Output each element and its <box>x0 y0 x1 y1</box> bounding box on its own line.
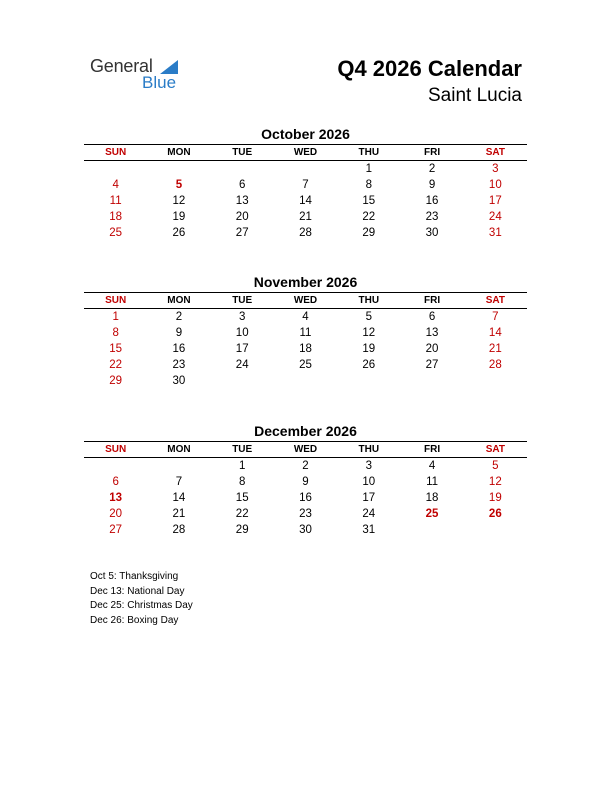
weekday-label: SUN <box>105 295 127 306</box>
day-cell: 7 <box>302 179 309 191</box>
weekday-label: MON <box>167 444 191 455</box>
weekday-label: WED <box>293 295 318 306</box>
day-cell: 19 <box>488 492 502 504</box>
logo-blue-text: Blue <box>142 73 177 92</box>
week-row <box>84 490 527 506</box>
day-cell: 26 <box>362 359 376 371</box>
country-name: Saint Lucia <box>427 85 522 106</box>
day-cell: 25 <box>299 359 312 371</box>
day-cell: 13 <box>235 195 249 207</box>
weekday-header-row <box>84 293 527 308</box>
day-cell: 7 <box>492 311 499 323</box>
week-row <box>84 506 527 522</box>
day-cell: 14 <box>299 195 312 207</box>
week-row <box>84 193 527 209</box>
day-cell: 25 <box>109 227 123 239</box>
day-cell: 22 <box>362 211 376 223</box>
day-cell <box>84 458 147 474</box>
day-cell: 8 <box>239 476 246 488</box>
week-row <box>84 225 527 241</box>
day-cell: 21 <box>172 508 186 520</box>
day-cell: 22 <box>235 508 249 520</box>
day-cell <box>274 373 337 389</box>
week-row <box>84 522 527 538</box>
day-cell: 30 <box>299 524 312 536</box>
day-cell: 17 <box>362 492 376 504</box>
day-cell: 31 <box>362 524 376 536</box>
day-cell: 14 <box>488 327 502 339</box>
day-cell <box>147 161 210 177</box>
day-cell: 18 <box>109 211 123 223</box>
day-cell: 8 <box>112 327 119 339</box>
weekday-label: FRI <box>423 147 441 158</box>
month-calendar <box>84 125 527 241</box>
day-cell: 3 <box>239 311 246 323</box>
day-cell <box>84 161 147 177</box>
day-cell <box>274 161 337 177</box>
week-row <box>84 474 527 490</box>
day-cell: 13 <box>425 327 439 339</box>
day-cell: 23 <box>425 211 439 223</box>
day-cell <box>464 522 527 538</box>
day-cell: 9 <box>175 327 183 339</box>
day-cell: 9 <box>302 476 309 488</box>
day-cell: 1 <box>112 311 119 323</box>
holiday-list <box>90 570 193 628</box>
day-cell: 27 <box>109 524 123 536</box>
weekday-label: SAT <box>485 147 505 158</box>
day-cell: 25 <box>425 508 439 520</box>
week-row <box>84 177 527 193</box>
day-cell: 29 <box>235 524 249 536</box>
day-cell: 18 <box>425 492 439 504</box>
month-title: October 2026 <box>261 126 350 142</box>
day-cell: 16 <box>299 492 312 504</box>
day-cell: 20 <box>109 508 123 520</box>
weekday-label: SUN <box>105 147 127 158</box>
day-cell: 12 <box>172 195 186 207</box>
month-title: December 2026 <box>254 423 357 439</box>
day-cell: 5 <box>492 460 499 472</box>
day-cell: 10 <box>235 327 249 339</box>
day-cell: 14 <box>172 492 186 504</box>
day-cell: 4 <box>112 179 119 191</box>
day-cell: 28 <box>172 524 186 536</box>
day-cell: 19 <box>172 211 186 223</box>
day-cell: 12 <box>362 327 376 339</box>
day-cell: 21 <box>488 343 502 355</box>
week-row <box>84 325 527 341</box>
holiday-item: Dec 13: National Day <box>90 585 185 597</box>
logo <box>90 56 200 96</box>
day-cell: 28 <box>299 227 312 239</box>
holiday-item: Oct 5: Thanksgiving <box>90 571 179 582</box>
holiday-item: Dec 26: Boxing Day <box>90 614 179 626</box>
week-row <box>84 373 527 389</box>
day-cell: 31 <box>488 227 502 239</box>
week-row <box>84 161 527 177</box>
day-cell: 11 <box>299 327 312 339</box>
day-cell <box>211 161 274 177</box>
day-cell: 29 <box>109 375 123 387</box>
day-cell: 2 <box>175 311 183 323</box>
day-cell: 26 <box>172 227 186 239</box>
day-cell: 20 <box>235 211 249 223</box>
day-cell: 7 <box>175 476 183 488</box>
week-row <box>84 341 527 357</box>
day-cell: 17 <box>235 343 249 355</box>
day-cell: 27 <box>235 227 249 239</box>
day-cell: 8 <box>365 179 372 191</box>
day-cell: 24 <box>362 508 376 520</box>
day-cell: 6 <box>239 179 246 191</box>
weekday-label: WED <box>293 444 318 455</box>
day-cell: 6 <box>112 476 119 488</box>
day-cell: 11 <box>426 476 439 488</box>
day-cell: 5 <box>175 179 183 191</box>
day-cell: 24 <box>235 359 249 371</box>
weekday-label: MON <box>167 147 191 158</box>
weekday-label: TUE <box>232 444 253 455</box>
month-calendar <box>84 273 527 389</box>
day-cell: 16 <box>172 343 186 355</box>
day-cell: 18 <box>299 343 312 355</box>
day-cell: 1 <box>365 163 372 175</box>
month-calendar <box>84 422 527 538</box>
day-cell: 2 <box>302 460 309 472</box>
holiday-item: Dec 25: Christmas Day <box>90 600 193 611</box>
day-cell: 15 <box>362 195 376 207</box>
day-cell: 17 <box>488 195 502 207</box>
day-cell: 23 <box>172 359 186 371</box>
weekday-label: THU <box>358 444 380 455</box>
weekday-label: FRI <box>423 444 441 455</box>
weekday-header-row <box>84 145 527 160</box>
day-cell: 1 <box>239 460 246 472</box>
day-cell: 19 <box>362 343 376 355</box>
week-row <box>84 209 527 225</box>
logo-triangle-icon <box>160 60 178 74</box>
week-row <box>84 309 527 325</box>
day-cell: 10 <box>488 179 502 191</box>
page-title: Q4 2026 Calendar <box>337 56 522 81</box>
day-cell: 26 <box>488 508 502 520</box>
weekday-label: FRI <box>423 295 441 306</box>
day-cell: 6 <box>428 311 436 323</box>
month-title: November 2026 <box>253 274 358 290</box>
weekday-label: WED <box>293 147 318 158</box>
day-cell: 4 <box>302 311 309 323</box>
day-cell: 12 <box>488 476 502 488</box>
day-cell: 22 <box>109 359 123 371</box>
day-cell: 4 <box>428 460 436 472</box>
day-cell <box>147 458 210 474</box>
day-cell: 5 <box>365 311 372 323</box>
weekday-label: SUN <box>105 444 127 455</box>
day-cell: 13 <box>109 492 123 504</box>
day-cell: 29 <box>362 227 376 239</box>
day-cell: 30 <box>425 227 439 239</box>
day-cell <box>464 373 527 389</box>
week-row <box>84 458 527 474</box>
day-cell: 15 <box>235 492 249 504</box>
day-cell: 24 <box>488 211 502 223</box>
weekday-label: THU <box>358 295 380 306</box>
day-cell: 21 <box>299 211 312 223</box>
day-cell: 16 <box>425 195 439 207</box>
day-cell: 20 <box>425 343 439 355</box>
day-cell: 11 <box>109 195 122 207</box>
weekday-label: THU <box>358 147 380 158</box>
weekday-label: MON <box>167 295 191 306</box>
day-cell: 27 <box>425 359 439 371</box>
weekday-label: SAT <box>485 444 505 455</box>
day-cell <box>211 373 274 389</box>
day-cell: 2 <box>428 163 436 175</box>
weekday-label: SAT <box>485 295 505 306</box>
day-cell <box>400 373 463 389</box>
day-cell: 3 <box>365 460 372 472</box>
day-cell: 3 <box>492 163 499 175</box>
logo-general-text: General <box>90 56 153 76</box>
weekday-label: TUE <box>232 295 253 306</box>
week-row <box>84 357 527 373</box>
weekday-header-row <box>84 442 527 457</box>
day-cell: 23 <box>299 508 312 520</box>
day-cell: 28 <box>488 359 502 371</box>
day-cell <box>400 522 463 538</box>
day-cell: 30 <box>172 375 186 387</box>
day-cell: 10 <box>362 476 376 488</box>
day-cell: 9 <box>428 179 436 191</box>
day-cell <box>337 373 400 389</box>
day-cell: 15 <box>109 343 123 355</box>
weekday-label: TUE <box>232 147 253 158</box>
